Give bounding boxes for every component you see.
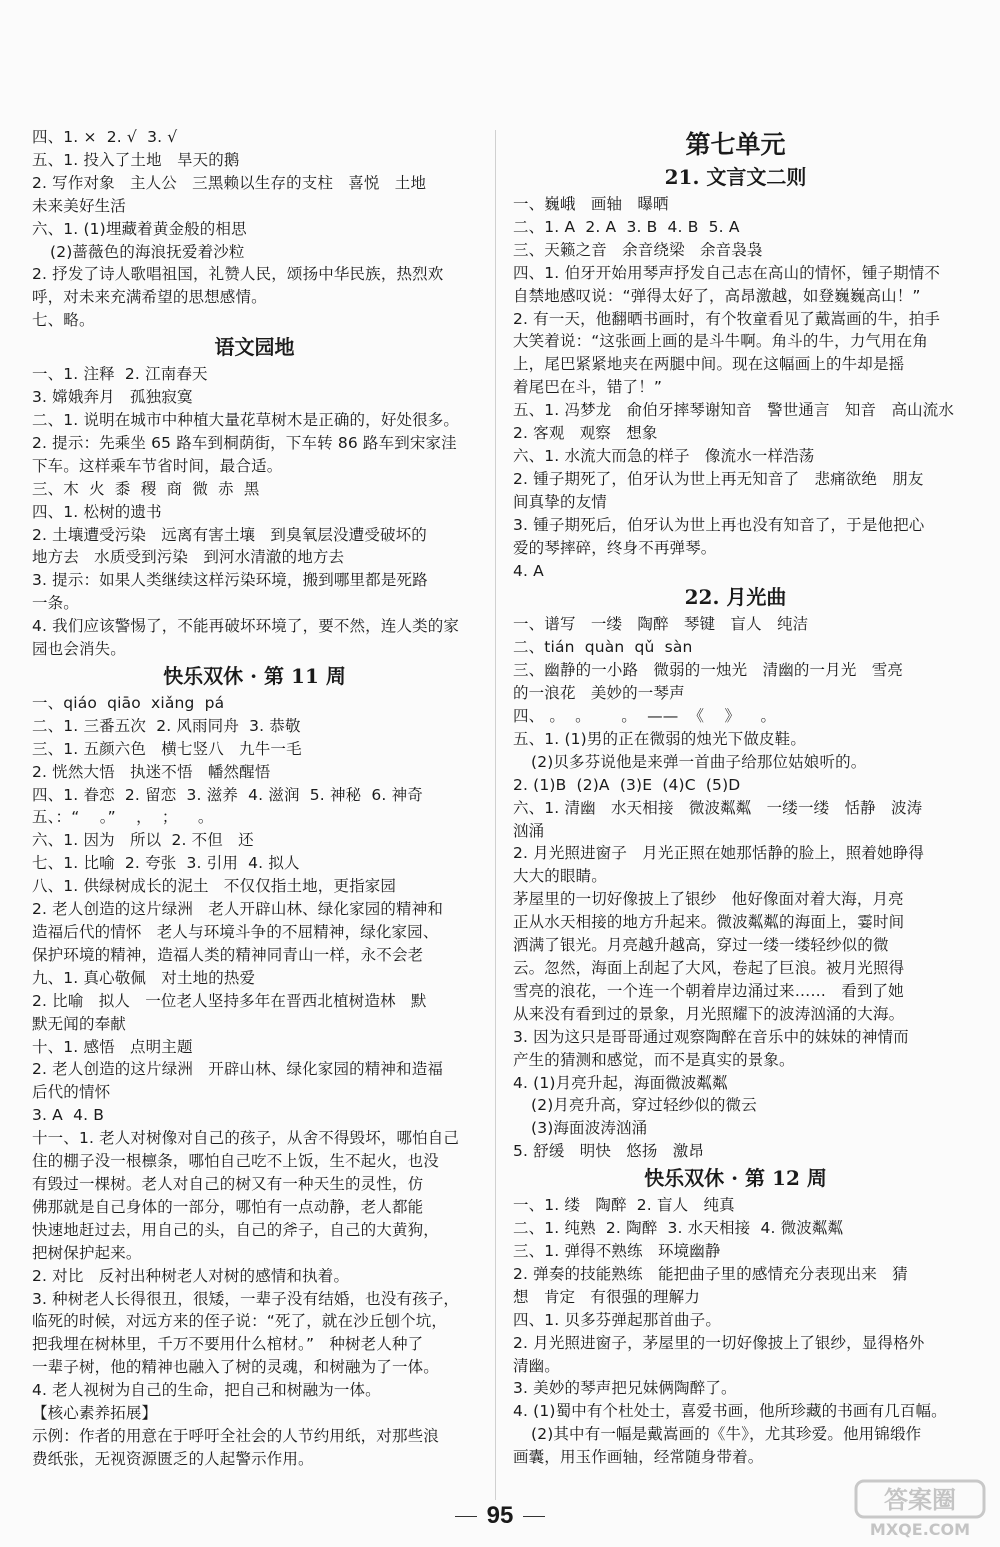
answer-line: 四、 。 。 。 —— 《 》 。 — [513, 707, 777, 726]
answer-line: 茅屋里的一切好像披上了银纱 他好像面对着大海，月亮 — [513, 890, 904, 909]
answer-line: 汹涌 — [513, 821, 545, 840]
answer-line: 三、1. 五颜六色 横七竖八 九牛一毛 — [32, 739, 302, 758]
answer-line: 爱的琴摔碎，终身不再弹琴。 — [513, 538, 717, 557]
answer-line: 2. 提示：先乘坐 65 路车到桐荫街，下车转 86 路车到宋家洼 — [32, 433, 457, 452]
answer-line: 2. 弹奏的技能熟练 能把曲子里的感情充分表现出来 猜 — [513, 1264, 908, 1283]
answer-line: 一、谱写 一缕 陶醉 琴键 盲人 纯洁 — [513, 615, 809, 634]
answer-line: 八、1. 供绿树成长的泥土 不仅仅指土地，更指家园 — [32, 877, 397, 896]
answer-line: 4. (1)蜀中有个杜处士，喜爱书画，他所珍藏的书画有几百幅。 — [513, 1402, 947, 1421]
answer-line: (2)蔷薇色的海浪抚爱着沙粒 — [50, 242, 245, 261]
section-heading: 语文园地 — [214, 335, 295, 360]
answer-line: 三、天籁之音 余音绕梁 余音袅袅 — [513, 240, 763, 259]
answer-line: 一条。 — [32, 594, 79, 613]
answer-line: 3. 嫦娥奔月 孤独寂寞 — [32, 388, 193, 407]
answer-line: 地方去 水质受到污染 到河水清澈的地方去 — [32, 548, 345, 567]
answer-line: 后代的情怀 — [32, 1083, 111, 1102]
answer-line: 五、1. 冯梦龙 俞伯牙摔琴谢知音 警世通言 知音 高山流水 — [513, 401, 955, 420]
answer-line: 住的棚子没一根檩条，哪怕自己吃不上饭，生不起火，也没 — [32, 1152, 439, 1171]
answer-line: 一、巍峨 画轴 曝晒 — [513, 195, 669, 213]
answer-line: 间真挚的友情 — [513, 492, 607, 511]
answer-line: 大大的眼睛。 — [513, 867, 607, 886]
answer-line: 四、1. 眷恋 2. 留恋 3. 滋养 4. 滋润 5. 神秘 6. 神奇 — [32, 785, 423, 804]
answer-line: 十、1. 感悟 点明主题 — [32, 1037, 193, 1056]
watermark-url: MXQE.COM — [869, 1520, 971, 1539]
answer-line: 六、1. (1)埋藏着黄金般的相思 — [32, 219, 247, 238]
answer-line: 三、幽静的一小路 微弱的一烛光 清幽的一月光 雪亮 — [513, 661, 903, 680]
answer-line: 保护环境的精神，造福人类的精神同青山一样，永不会老 — [32, 945, 424, 964]
answer-line: 的一浪花 美妙的一琴声 — [513, 684, 685, 703]
answer-line: 想 肯定 有很强的理解力 — [513, 1287, 700, 1306]
answer-line: 3. 锺子期死后，伯牙认为世上再也没有知音了，于是他把心 — [513, 515, 925, 534]
answer-line: 二、1. A 2. A 3. B 4. B 5. A — [513, 217, 740, 236]
answer-line: 四、1. × 2. √ 3. √ — [32, 128, 178, 146]
answer-line: 画囊，用玉作画轴，经常随身带着。 — [513, 1448, 764, 1467]
answer-line: 3. A 4. B — [32, 1106, 105, 1125]
answer-line: 3. 因为这只是哥哥通过观察陶醉在音乐中的妹妹的神情而 — [513, 1027, 909, 1046]
answer-line: 【核心素养拓展】 — [32, 1404, 158, 1423]
answer-line: 4. 老人视树为自己的生命，把自己和树融为一体。 — [32, 1381, 381, 1400]
answer-line: 上，尾巴紧紧地夹在两腿中间。现在这幅画上的牛却是摇 — [513, 355, 905, 374]
answer-line: 六、1. 清幽 水天相接 微波粼粼 一缕一缕 恬静 波涛 — [513, 798, 923, 817]
answer-line: 2. 比喻 拟人 一位老人坚持多年在晋西北植树造林 默 — [32, 991, 427, 1010]
answer-line: 造福后代的情怀 老人与环境斗争的不屈精神，绿化家园、 — [32, 923, 439, 941]
answer-line: 2. 月光照进窗子 月光正照在她那恬静的脸上，照着她睁得 — [513, 844, 924, 863]
section-heading: 21. 文言文二则 — [664, 165, 807, 189]
answer-line: 临死的时候，对远方来的侄子说：“死了，就在沙丘刨个坑， — [32, 1312, 448, 1331]
answer-line: 2. 客观 观察 想象 — [513, 424, 658, 443]
answer-line: (2)贝多芬说他是来弹一首曲子给那位姑娘听的。 — [531, 752, 867, 771]
answer-line: 2. 抒发了诗人歌唱祖国，礼赞人民，颂扬中华民族，热烈欢 — [32, 265, 444, 284]
answer-line: 产生的猜测和感觉，而不是真实的景象。 — [513, 1050, 795, 1069]
answer-line: 雪亮的浪花，一个连一个朝着岸边涌过来…… 看到了她 — [513, 981, 904, 1000]
answer-line: 四、1. 松树的遗书 — [32, 502, 162, 521]
unit-title: 第七单元 — [685, 130, 786, 159]
answer-line: 2. 有一天，他翻晒书画时，有个牧童看见了戴嵩画的牛，拍手 — [513, 309, 941, 328]
answer-line: 2. (1)B (2)A (3)E (4)C (5)D — [513, 775, 741, 794]
answer-line: (3)海面波涛汹涌 — [531, 1119, 648, 1138]
answer-line: 3. 种树老人长得很丑，很矮，一辈子没有结婚，也没有孩子， — [32, 1289, 460, 1308]
answer-line: 二、tián quàn qǔ sàn — [513, 638, 693, 657]
answer-line: 六、1. 水流大而急的样子 像流水一样浩荡 — [513, 446, 815, 465]
answer-line: 十一、1. 老人对树像对自己的孩子，从舍不得毁坏，哪怕自己 — [32, 1129, 460, 1148]
answer-line: 2. 老人创造的这片绿洲 开辟山林、绿化家园的精神和造福 — [32, 1060, 443, 1079]
answer-line: (2)月亮升高，穿过轻纱似的微云 — [531, 1096, 757, 1115]
answer-line: 4. (1)月亮升起，海面微波粼粼 — [513, 1073, 728, 1092]
answer-line: 2. 恍然大悟 执迷不悟 幡然醒悟 — [32, 762, 271, 781]
answer-line: 四、1. 伯牙开始用琴声抒发自己志在高山的情怀，锺子期情不 — [513, 263, 941, 282]
answer-line: 下车。这样乘车节省时间，最合适。 — [32, 456, 283, 475]
page-number-text: 95 — [486, 1502, 514, 1529]
page-number-left-dash — [455, 1516, 477, 1517]
answer-line: 二、1. 纯熟 2. 陶醉 3. 水天相接 4. 微波粼粼 — [513, 1219, 844, 1238]
watermark-title: 答案圈 — [884, 1486, 956, 1514]
left-column — [32, 126, 477, 1471]
answer-line: 一、1. 缕 陶醉 2. 盲人 纯真 — [513, 1196, 735, 1215]
answer-line: 2. 老人创造的这片绿洲 老人开辟山林、绿化家园的精神和 — [32, 900, 443, 919]
answer-line: 一、1. 注释 2. 江南春天 — [32, 365, 208, 384]
answer-line: 示例：作者的用意在于呼吁全社会的人节约用纸，对那些浪 — [32, 1426, 439, 1445]
answer-line: 二、1. 说明在城市中种植大量花草树木是正确的，好处很多。 — [32, 410, 460, 429]
answer-line: 一、qiáo qiāo xiǎng pá — [32, 693, 225, 712]
answer-line: 3. 美妙的琴声把兄妹俩陶醉了。 — [513, 1379, 737, 1398]
answer-line: 云。忽然，海面上刮起了大风，卷起了巨浪。被月光照得 — [513, 959, 905, 977]
answer-line: 费纸张，无视资源匮乏的人起警示作用。 — [32, 1449, 314, 1468]
answer-line: 着尾巴在斗，错了！” — [513, 378, 663, 397]
answer-line: 呼，对未来充满希望的思想感情。 — [32, 288, 267, 307]
answer-line: 大笑着说：“这张画上画的是斗牛啊。角斗的牛，力气用在角 — [513, 332, 929, 351]
answer-line: 正从水天相接的地方升起来。微波粼粼的海面上，霎时间 — [513, 913, 905, 932]
answer-line: 2. 写作对象 主人公 三黑赖以生存的支柱 喜悦 土地 — [32, 173, 427, 192]
answer-line: 三、1. 弹得不熟练 环境幽静 — [513, 1241, 721, 1260]
answer-line: (2)其中有一幅是戴嵩画的《牛》，尤其珍爱。他用锦缎作 — [531, 1425, 922, 1444]
answer-line: 二、1. 三番五次 2. 风雨同舟 3. 恭敬 — [32, 716, 301, 735]
answer-line: 洒满了银光。月亮越升越高，穿过一缕一缕轻纱似的微 — [513, 936, 889, 955]
column-divider — [495, 130, 496, 1500]
answer-line: 一辈子树，他的精神也融入了树的灵魂，和树融为了一体。 — [32, 1358, 439, 1377]
answer-line: 九、1. 真心敬佩 对土地的热爱 — [32, 968, 256, 987]
answer-line: 清幽。 — [513, 1356, 560, 1375]
section-heading: 快乐双休 · 第 12 周 — [644, 1166, 827, 1191]
answer-line: 五、1. (1)男的正在微弱的烛光下做皮鞋。 — [513, 729, 806, 748]
answer-line: 3. 提示：如果人类继续这样污染环境，搬到哪里都是死路 — [32, 571, 428, 590]
answer-line: 把树保护起来。 — [32, 1243, 142, 1262]
answer-line: 七、1. 比喻 2. 夸张 3. 引用 4. 拟人 — [32, 854, 300, 873]
answer-line: 4. A — [513, 561, 544, 580]
answer-line: 把我埋在树林里，千万不要用什么棺材。” 种树老人种了 — [32, 1335, 424, 1354]
answer-line: 未来美好生活 — [32, 196, 126, 215]
answer-line: 2. 对比 反衬出种树老人对树的感情和执着。 — [32, 1266, 350, 1285]
answer-line: 默无闻的奉献 — [32, 1014, 126, 1033]
section-heading: 快乐双休 · 第 11 周 — [163, 663, 346, 688]
right-column — [513, 126, 958, 1469]
answer-line: 2. 月光照进窗子，茅屋里的一切好像披上了银纱，显得格外 — [513, 1333, 925, 1352]
answer-line: 5. 舒缓 明快 悠扬 激昂 — [513, 1142, 705, 1161]
answer-line: 三、木 火 黍 稷 商 微 赤 黑 — [32, 479, 260, 498]
watermark-logo — [850, 1477, 990, 1541]
answer-line: 4. 我们应该警惕了，不能再破坏环境了，要不然，连人类的家 — [32, 617, 460, 636]
answer-line: 佛那就是自己身体的一部分，哪怕有一点动静，老人都能 — [32, 1197, 424, 1216]
answer-line: 2. 锺子期死了，伯牙认为世上再无知音了 悲痛欲绝 朋友 — [513, 469, 924, 488]
answer-line: 六、1. 因为 所以 2. 不但 还 — [32, 831, 254, 850]
answer-line: 从来没有看到过的景象，月光照耀下的波涛汹涌的大海。 — [513, 1004, 905, 1023]
answer-line: 自禁地感叹说：“弹得太好了，高昂激越，如登巍巍高山！” — [513, 286, 921, 305]
answer-line: 快速地赶过去，用自己的头，自己的斧子，自己的大黄狗， — [32, 1220, 439, 1239]
page-number-right-dash — [523, 1516, 545, 1517]
answer-line: 七、略。 — [32, 311, 95, 330]
answer-line: 2. 土壤遭受污染 远离有害土壤 到臭氧层没遭受破坏的 — [32, 525, 427, 544]
section-heading: 22. 月光曲 — [684, 585, 787, 610]
answer-line: 四、1. 贝多芬弹起那首曲子。 — [513, 1310, 721, 1329]
answer-line: 五、1. 投入了土地 旱天的鹅 — [32, 150, 240, 169]
answer-line: 有毁过一棵树。老人对自己的树又有一种天生的灵性，仿 — [32, 1174, 424, 1193]
answer-line: 五、：“ 。” ， ； 。 — [32, 808, 214, 827]
answer-line: 园也会消失。 — [32, 640, 126, 659]
